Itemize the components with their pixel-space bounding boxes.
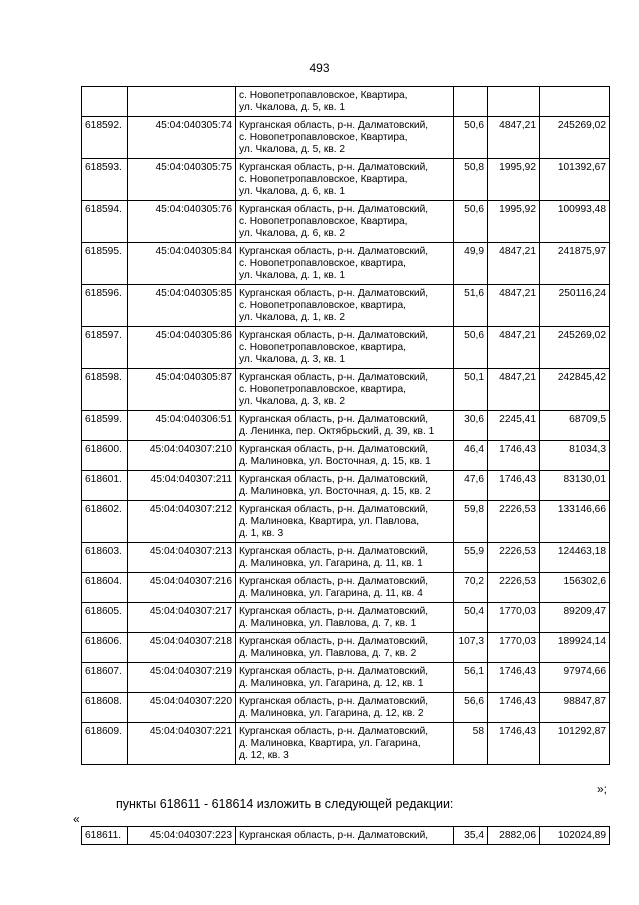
property-table xyxy=(81,86,610,765)
cadastral-number: 45:04:040305:85 xyxy=(128,285,236,327)
record-number: 618604. xyxy=(82,573,128,603)
address-line: д. Малиновка, ул. Гагарина, д. 11, кв. 1 xyxy=(239,558,423,569)
address-line: Курганская область, р-н. Далматовский, xyxy=(239,204,429,215)
price-per-unit: 1770,03 xyxy=(488,633,540,663)
address-line: ул. Чкалова, д. 1, кв. 2 xyxy=(239,312,346,323)
address-line: ул. Чкалова, д. 3, кв. 1 xyxy=(239,354,346,365)
address-line: ул. Чкалова, д. 3, кв. 2 xyxy=(239,396,346,407)
area-value: 50,8 xyxy=(454,159,488,201)
price-per-unit: 1995,92 xyxy=(488,201,540,243)
price-per-unit: 1770,03 xyxy=(488,603,540,633)
address-line: д. 12, кв. 3 xyxy=(239,750,289,761)
table-row xyxy=(82,201,610,243)
table-row xyxy=(82,693,610,723)
cadastral-cost: 156302,6 xyxy=(540,573,610,603)
cadastral-cost: 97974,66 xyxy=(540,663,610,693)
address-line: д. Малиновка, ул. Гагарина, д. 11, кв. 4 xyxy=(239,588,423,599)
address-line: д. Малиновка, ул. Гагарина, д. 12, кв. 2 xyxy=(239,708,424,719)
cadastral-cost: 101292,87 xyxy=(540,723,610,765)
record-number: 618603. xyxy=(82,543,128,573)
area-value: 30,6 xyxy=(454,411,488,441)
record-number: 618597. xyxy=(82,327,128,369)
cadastral-cost: 242845,42 xyxy=(540,369,610,411)
cadastral-cost: 124463,18 xyxy=(540,543,610,573)
address-line: ул. Чкалова, д. 1, кв. 1 xyxy=(239,270,346,281)
address-line: Курганская область, р-н. Далматовский, xyxy=(239,504,429,515)
record-number: 618594. xyxy=(82,201,128,243)
amendment-instruction: пункты 618611 - 618614 изложить в следующей редакции: xyxy=(116,797,454,811)
area-value: 70,2 xyxy=(454,573,488,603)
table-row xyxy=(82,573,610,603)
table-row xyxy=(82,603,610,633)
address-line: Курганская область, р-н. Далматовский, xyxy=(239,546,429,557)
address-line: Курганская область, р-н. Далматовский, xyxy=(239,830,429,841)
record-number xyxy=(82,87,128,117)
address-line: Курганская область, р-н. Далматовский, xyxy=(239,246,429,257)
table-row xyxy=(82,369,610,411)
cadastral-number: 45:04:040307:213 xyxy=(128,543,236,573)
address xyxy=(236,501,454,543)
cadastral-cost: 81034,3 xyxy=(540,441,610,471)
cadastral-number: 45:04:040307:212 xyxy=(128,501,236,543)
area-value: 50,1 xyxy=(454,369,488,411)
cadastral-cost: 83130,01 xyxy=(540,471,610,501)
cadastral-number: 45:04:040307:223 xyxy=(128,827,236,845)
price-per-unit: 4847,21 xyxy=(488,243,540,285)
address-line: Курганская область, р-н. Далматовский, xyxy=(239,372,429,383)
table-row xyxy=(82,723,610,765)
cadastral-number: 45:04:040307:219 xyxy=(128,663,236,693)
address-line: Курганская область, р-н. Далматовский, xyxy=(239,606,429,617)
price-per-unit: 1746,43 xyxy=(488,663,540,693)
address xyxy=(236,693,454,723)
area-value: 50,6 xyxy=(454,327,488,369)
table-row xyxy=(82,441,610,471)
table-row xyxy=(82,633,610,663)
cadastral-cost: 189924,14 xyxy=(540,633,610,663)
area-value: 51,6 xyxy=(454,285,488,327)
address-line: ул. Чкалова, д. 5, кв. 1 xyxy=(239,102,346,113)
address xyxy=(236,663,454,693)
record-number: 618611. xyxy=(82,827,128,845)
area-value: 55,9 xyxy=(454,543,488,573)
cadastral-cost: 133146,66 xyxy=(540,501,610,543)
table-row xyxy=(82,543,610,573)
address-line: д. 1, кв. 3 xyxy=(239,528,284,539)
address xyxy=(236,827,454,845)
area-value: 107,3 xyxy=(454,633,488,663)
address xyxy=(236,159,454,201)
table-row xyxy=(82,87,610,117)
area-value: 50,6 xyxy=(454,201,488,243)
address-line: с. Новопетропавловское, Квартира, xyxy=(239,174,408,185)
address-line: д. Малиновка, ул. Павлова, д. 7, кв. 2 xyxy=(239,648,417,659)
cadastral-cost: 89209,47 xyxy=(540,603,610,633)
record-number: 618602. xyxy=(82,501,128,543)
cadastral-number: 45:04:040305:74 xyxy=(128,117,236,159)
price-per-unit: 2245,41 xyxy=(488,411,540,441)
address xyxy=(236,633,454,663)
address-line: д. Малиновка, ул. Павлова, д. 7, кв. 1 xyxy=(239,618,417,629)
area-value: 50,4 xyxy=(454,603,488,633)
address-line: Курганская область, р-н. Далматовский, xyxy=(239,444,429,455)
cadastral-number: 45:04:040307:216 xyxy=(128,573,236,603)
price-per-unit: 2226,53 xyxy=(488,501,540,543)
cadastral-number: 45:04:040307:218 xyxy=(128,633,236,663)
table-row xyxy=(82,663,610,693)
table-row xyxy=(82,411,610,441)
cadastral-number: 45:04:040306:51 xyxy=(128,411,236,441)
cadastral-number: 45:04:040305:76 xyxy=(128,201,236,243)
cadastral-number: 45:04:040305:87 xyxy=(128,369,236,411)
area-value: 50,6 xyxy=(454,117,488,159)
price-per-unit: 4847,21 xyxy=(488,327,540,369)
table-row xyxy=(82,243,610,285)
cadastral-cost xyxy=(540,87,610,117)
cadastral-number: 45:04:040307:211 xyxy=(128,471,236,501)
price-per-unit: 2226,53 xyxy=(488,573,540,603)
cadastral-cost: 98847,87 xyxy=(540,693,610,723)
table-row xyxy=(82,285,610,327)
table-row xyxy=(82,471,610,501)
opening-quote: « xyxy=(73,812,80,826)
record-number: 618605. xyxy=(82,603,128,633)
address-line: Курганская область, р-н. Далматовский, xyxy=(239,696,429,707)
address-line: Курганская область, р-н. Далматовский, xyxy=(239,474,429,485)
cadastral-number: 45:04:040307:217 xyxy=(128,603,236,633)
record-number: 618606. xyxy=(82,633,128,663)
address-line: с. Новопетропавловское, квартира, xyxy=(239,258,407,269)
area-value: 58 xyxy=(454,723,488,765)
area-value xyxy=(454,87,488,117)
price-per-unit xyxy=(488,87,540,117)
table-row xyxy=(82,827,610,845)
address xyxy=(236,117,454,159)
address-line: с. Новопетропавловское, квартира, xyxy=(239,384,407,395)
address xyxy=(236,243,454,285)
address-line: с. Новопетропавловское, Квартира, xyxy=(239,216,408,227)
record-number: 618607. xyxy=(82,663,128,693)
address-line: д. Малиновка, ул. Восточная, д. 15, кв. 2 xyxy=(239,486,431,497)
address xyxy=(236,411,454,441)
address-line: Курганская область, р-н. Далматовский, xyxy=(239,666,429,677)
table-row xyxy=(82,159,610,201)
address-line: с. Новопетропавловское, Квартира, xyxy=(239,132,408,143)
address xyxy=(236,471,454,501)
record-number: 618600. xyxy=(82,441,128,471)
address-line: Курганская область, р-н. Далматовский, xyxy=(239,330,429,341)
area-value: 59,8 xyxy=(454,501,488,543)
record-number: 618592. xyxy=(82,117,128,159)
address-line: д. Малиновка, Квартира, ул. Гагарина, xyxy=(239,738,421,749)
record-number: 618596. xyxy=(82,285,128,327)
address xyxy=(236,369,454,411)
address-line: Курганская область, р-н. Далматовский, xyxy=(239,636,429,647)
cadastral-number: 45:04:040305:75 xyxy=(128,159,236,201)
price-per-unit: 4847,21 xyxy=(488,369,540,411)
address-line: с. Новопетропавловское, Квартира, xyxy=(239,90,408,101)
address-line: Курганская область, р-н. Далматовский, xyxy=(239,162,429,173)
address-line: ул. Чкалова, д. 6, кв. 2 xyxy=(239,228,346,239)
address-line: д. Малиновка, ул. Восточная, д. 15, кв. 1 xyxy=(239,456,431,467)
cadastral-cost: 245269,02 xyxy=(540,327,610,369)
cadastral-number: 45:04:040305:84 xyxy=(128,243,236,285)
cadastral-cost: 102024,89 xyxy=(540,827,610,845)
area-value: 49,9 xyxy=(454,243,488,285)
cadastral-number xyxy=(128,87,236,117)
address xyxy=(236,441,454,471)
price-per-unit: 4847,21 xyxy=(488,285,540,327)
area-value: 35,4 xyxy=(454,827,488,845)
price-per-unit: 2882,06 xyxy=(488,827,540,845)
cadastral-number: 45:04:040305:86 xyxy=(128,327,236,369)
closing-quote: »; xyxy=(597,782,608,796)
address xyxy=(236,573,454,603)
address xyxy=(236,201,454,243)
record-number: 618598. xyxy=(82,369,128,411)
cadastral-cost: 101392,67 xyxy=(540,159,610,201)
cadastral-number: 45:04:040307:210 xyxy=(128,441,236,471)
address-line: ул. Чкалова, д. 5, кв. 2 xyxy=(239,144,346,155)
area-value: 56,1 xyxy=(454,663,488,693)
price-per-unit: 1746,43 xyxy=(488,471,540,501)
address xyxy=(236,327,454,369)
address-line: Курганская область, р-н. Далматовский, xyxy=(239,726,429,737)
address-line: Курганская область, р-н. Далматовский, xyxy=(239,120,429,131)
address xyxy=(236,603,454,633)
page-number: 493 xyxy=(309,61,330,75)
address-line: Курганская область, р-н. Далматовский, xyxy=(239,414,429,425)
price-per-unit: 1746,43 xyxy=(488,723,540,765)
record-number: 618593. xyxy=(82,159,128,201)
address-line: д. Малиновка, ул. Гагарина, д. 12, кв. 1 xyxy=(239,678,424,689)
price-per-unit: 2226,53 xyxy=(488,543,540,573)
cadastral-cost: 68709,5 xyxy=(540,411,610,441)
price-per-unit: 1746,43 xyxy=(488,693,540,723)
price-per-unit: 4847,21 xyxy=(488,117,540,159)
address-line: д. Малиновка, Квартира, ул. Павлова, xyxy=(239,516,420,527)
cadastral-cost: 250116,24 xyxy=(540,285,610,327)
area-value: 47,6 xyxy=(454,471,488,501)
amended-property-table xyxy=(81,826,610,845)
record-number: 618609. xyxy=(82,723,128,765)
record-number: 618601. xyxy=(82,471,128,501)
address-line: с. Новопетропавловское, квартира, xyxy=(239,300,407,311)
cadastral-number: 45:04:040307:220 xyxy=(128,693,236,723)
area-value: 56,6 xyxy=(454,693,488,723)
address-line: Курганская область, р-н. Далматовский, xyxy=(239,576,429,587)
record-number: 618608. xyxy=(82,693,128,723)
record-number: 618595. xyxy=(82,243,128,285)
table-row xyxy=(82,501,610,543)
address-line: ул. Чкалова, д. 6, кв. 1 xyxy=(239,186,346,197)
cadastral-cost: 241875,97 xyxy=(540,243,610,285)
cadastral-number: 45:04:040307:221 xyxy=(128,723,236,765)
table-row xyxy=(82,327,610,369)
address xyxy=(236,285,454,327)
address-line: Курганская область, р-н. Далматовский, xyxy=(239,288,429,299)
table-row xyxy=(82,117,610,159)
address-line: с. Новопетропавловское, квартира, xyxy=(239,342,407,353)
price-per-unit: 1746,43 xyxy=(488,441,540,471)
address xyxy=(236,723,454,765)
area-value: 46,4 xyxy=(454,441,488,471)
address xyxy=(236,87,454,117)
price-per-unit: 1995,92 xyxy=(488,159,540,201)
address xyxy=(236,543,454,573)
record-number: 618599. xyxy=(82,411,128,441)
address-line: д. Ленинка, пер. Октябрьский, д. 39, кв. 1 xyxy=(239,426,435,437)
cadastral-cost: 100993,48 xyxy=(540,201,610,243)
cadastral-cost: 245269,02 xyxy=(540,117,610,159)
